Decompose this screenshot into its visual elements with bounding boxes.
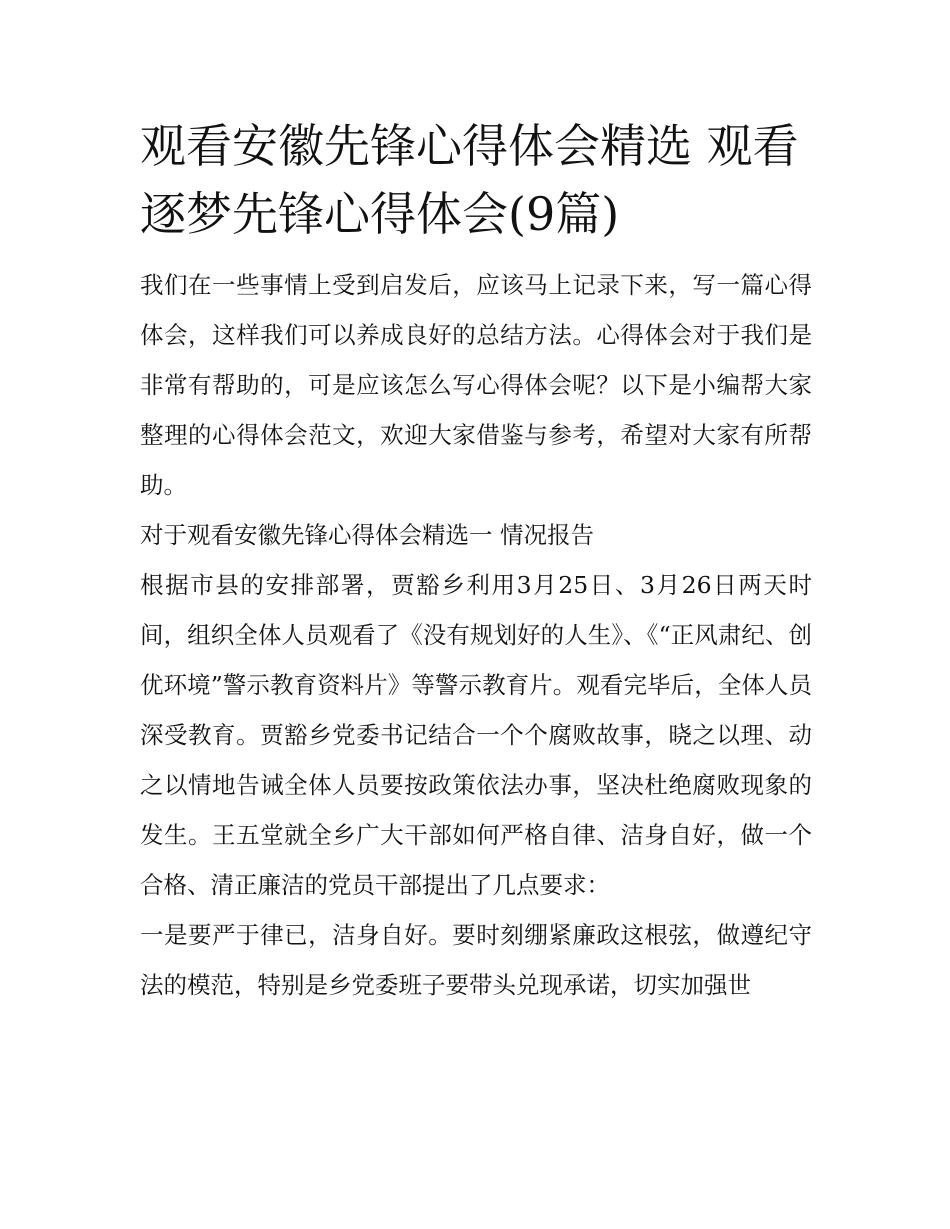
- document-title: 观看安徽先锋心得体会精选 观看逐梦先锋心得体会(9篇): [140, 119, 799, 241]
- intro-paragraph: 我们在一些事情上受到启发后，应该马上记录下来，写一篇心得体会，这样我们可以养成良好的总结方法。心得体会对于我们是非常有帮助的，可是应该怎么写心得体会呢？以下是小编帮大家整理的心得体会范文，欢迎大家借鉴与参考，希望对大家有所帮助。: [140, 271, 812, 499]
- document-page: [140, 112, 812, 1010]
- requirement-paragraph: 一是要严于律已，洁身自好。要时刻绷紧廉政这根弦，做遵纪守法的模范，特别是乡党委班子要带头兑现承诺，切实加强世: [140, 921, 812, 999]
- section-heading: 对于观看安徽先锋心得体会精选一 情况报告: [140, 521, 594, 549]
- report-paragraph: 根据市县的安排部署，贾豁乡利用3月25日、3月26日两天时间，组织全体人员观看了《没有规划好的人生》、《“正风肃纪、创优环境”警示教育资料片》等警示教育片。观看完毕后，全体人员深受教育。贾豁乡党委书记结合一个个腐败故事，晓之以理、动之以情地告诫全体人员要按政策依法办事，坚决杜绝腐败现象的发生。王五堂就全乡广大干部如何严格自律、洁身自好，做一个合格、清正廉洁的党员干部提出了几点要求：: [140, 571, 812, 899]
